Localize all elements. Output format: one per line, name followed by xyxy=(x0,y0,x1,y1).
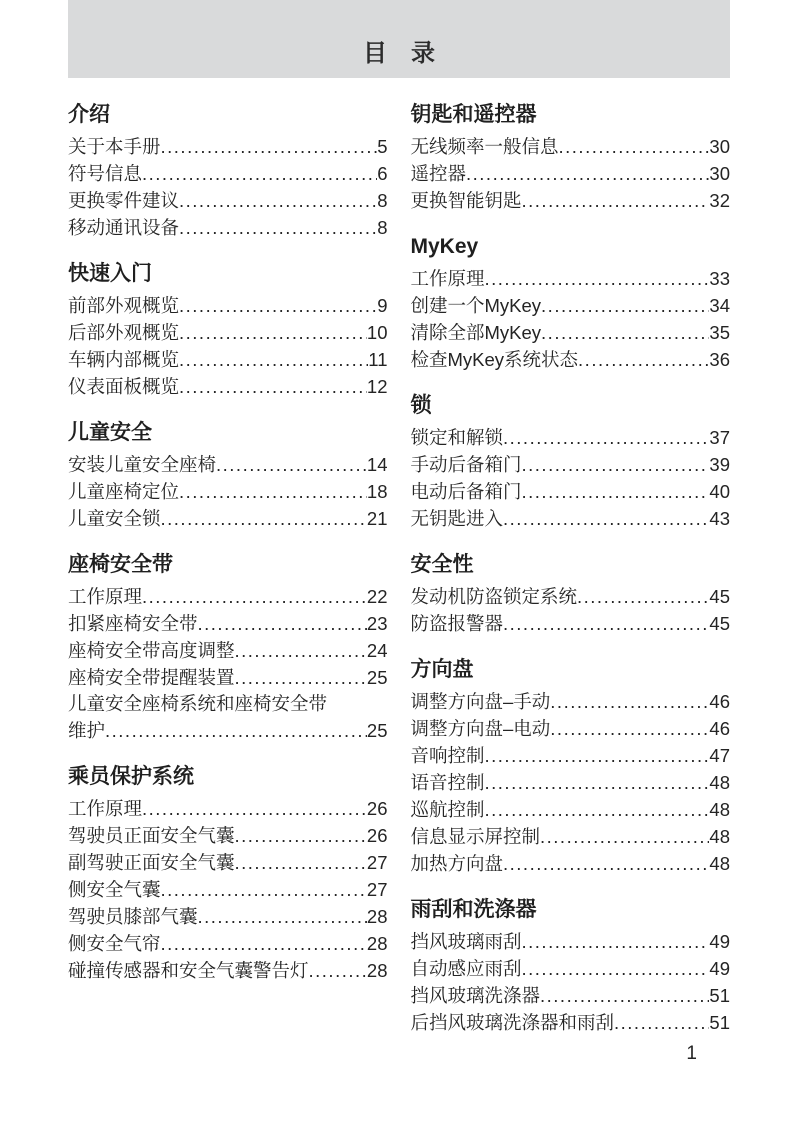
dot-leader xyxy=(235,664,367,691)
entry-page-number: 43 xyxy=(709,508,730,529)
toc-entry xyxy=(68,478,388,505)
toc-entry xyxy=(411,1009,731,1036)
entry-page-number: 28 xyxy=(366,933,388,954)
dot-leader xyxy=(522,478,710,505)
dot-leader xyxy=(179,319,367,346)
toc-entry xyxy=(411,583,731,610)
dot-leader xyxy=(578,346,709,373)
entry-page-number: 32 xyxy=(709,190,730,211)
dot-leader xyxy=(179,187,377,214)
toc-entry xyxy=(68,717,388,744)
entry-page-number: 51 xyxy=(709,985,730,1006)
entry-page-number: 49 xyxy=(709,958,730,979)
entry-title: 无线频率一般信息 xyxy=(410,136,559,157)
entry-page-number: 48 xyxy=(709,772,730,793)
entry-title: 工作原理 xyxy=(68,586,143,607)
dot-leader xyxy=(522,451,710,478)
entry-title: 创建一个MyKey xyxy=(410,295,542,316)
section-heading: 儿童安全 xyxy=(68,421,152,444)
dot-leader xyxy=(309,957,367,984)
dot-leader xyxy=(179,346,368,373)
dot-leader xyxy=(541,292,709,319)
entry-title: 手动后备箱门 xyxy=(410,454,522,475)
entry-page-number: 25 xyxy=(366,667,388,688)
toc-section xyxy=(68,763,388,984)
toc-entry xyxy=(411,133,731,160)
entry-title: 音响控制 xyxy=(410,745,485,766)
entry-title: 工作原理 xyxy=(68,798,143,819)
section-heading: 快速入门 xyxy=(68,262,152,285)
entry-page-number: 21 xyxy=(366,508,388,529)
entry-title: 检查MyKey系统状态 xyxy=(410,349,579,370)
dot-leader xyxy=(503,505,709,532)
toc-entry xyxy=(68,319,388,346)
entry-title: 座椅安全带提醒装置 xyxy=(68,667,235,688)
dot-leader xyxy=(235,637,367,664)
entry-title: 更换智能钥匙 xyxy=(410,190,522,211)
dot-leader xyxy=(522,955,710,982)
toc-column-left xyxy=(68,101,388,1055)
toc-entry-title-line: 儿童安全座椅系统和座椅安全带 xyxy=(68,693,328,714)
entry-title: 维护 xyxy=(68,720,106,741)
page-title: 目 录 xyxy=(363,40,435,67)
dot-leader xyxy=(179,292,377,319)
dot-leader xyxy=(235,849,367,876)
dot-leader xyxy=(503,850,709,877)
dot-leader xyxy=(503,424,709,451)
toc-entry xyxy=(411,292,731,319)
toc-entry xyxy=(411,265,731,292)
dot-leader xyxy=(614,1009,709,1036)
entry-title: 副驾驶正面安全气囊 xyxy=(68,852,235,873)
entry-page-number: 49 xyxy=(709,931,730,952)
entry-title: 儿童安全锁 xyxy=(68,508,161,529)
entry-title: 儿童座椅定位 xyxy=(68,481,180,502)
dot-leader xyxy=(550,688,709,715)
toc-entry xyxy=(411,742,731,769)
entry-title: 驾驶员膝部气囊 xyxy=(68,906,198,927)
toc-entry xyxy=(68,214,388,241)
section-heading: 钥匙和遥控器 xyxy=(410,103,537,126)
toc-entry xyxy=(411,715,731,742)
entry-title: 安装儿童安全座椅 xyxy=(68,454,217,475)
entry-title: 侧安全气帘 xyxy=(68,933,161,954)
dot-leader xyxy=(142,583,367,610)
toc-section xyxy=(411,392,731,532)
entry-title: 无钥匙进入 xyxy=(410,508,504,529)
page-number: 1 xyxy=(686,1043,697,1064)
toc-entry xyxy=(411,823,731,850)
entry-page-number: 26 xyxy=(366,825,388,846)
section-heading: MyKey xyxy=(410,235,479,258)
entry-title: 侧安全气囊 xyxy=(68,879,161,900)
toc-columns xyxy=(68,101,730,1055)
dot-leader xyxy=(179,214,377,241)
entry-page-number: 47 xyxy=(709,745,730,766)
section-heading: 安全性 xyxy=(410,553,474,576)
toc-section xyxy=(411,101,731,214)
entry-page-number: 10 xyxy=(366,322,388,343)
entry-page-number: 45 xyxy=(709,586,730,607)
entry-page-number: 28 xyxy=(366,960,388,981)
entry-page-number: 34 xyxy=(709,295,730,316)
entry-page-number: 45 xyxy=(709,613,730,634)
toc-entry xyxy=(411,796,731,823)
dot-leader xyxy=(485,769,710,796)
toc-entry xyxy=(68,795,388,822)
toc-header-bar xyxy=(68,0,730,78)
entry-page-number: 8 xyxy=(377,217,388,238)
entry-title: 符号信息 xyxy=(68,163,143,184)
dot-leader xyxy=(161,876,367,903)
section-heading: 座椅安全带 xyxy=(68,553,173,576)
section-heading: 雨刮和洗涤器 xyxy=(410,898,537,921)
toc-entry xyxy=(68,187,388,214)
entry-page-number: 27 xyxy=(366,852,388,873)
section-heading: 方向盘 xyxy=(410,658,474,681)
entry-page-number: 8 xyxy=(377,190,388,211)
entry-title: 遥控器 xyxy=(410,163,467,184)
dot-leader xyxy=(540,823,709,850)
entry-title: 挡风玻璃洗涤器 xyxy=(410,985,541,1006)
entry-title: 前部外观概览 xyxy=(68,295,180,316)
entry-page-number: 26 xyxy=(366,798,388,819)
dot-leader xyxy=(216,451,367,478)
dot-leader xyxy=(105,717,367,744)
dot-leader xyxy=(179,373,367,400)
toc-entry xyxy=(411,505,731,532)
entry-page-number: 40 xyxy=(709,481,730,502)
toc-entry xyxy=(411,187,731,214)
dot-leader xyxy=(466,160,709,187)
toc-entry xyxy=(68,957,388,984)
dot-leader xyxy=(142,160,377,187)
section-heading: 锁 xyxy=(410,394,432,417)
toc-section xyxy=(411,233,731,373)
section-heading: 介绍 xyxy=(68,103,110,126)
entry-page-number: 48 xyxy=(709,826,730,847)
toc-entry xyxy=(411,955,731,982)
entry-title: 加热方向盘 xyxy=(410,853,504,874)
dot-leader xyxy=(541,319,709,346)
dot-leader xyxy=(559,133,710,160)
toc-entry xyxy=(68,903,388,930)
entry-title: 关于本手册 xyxy=(68,136,161,157)
entry-page-number: 9 xyxy=(377,295,388,316)
entry-page-number: 37 xyxy=(709,427,730,448)
entry-title: 语音控制 xyxy=(410,772,485,793)
toc-entry xyxy=(68,610,388,637)
dot-leader xyxy=(198,903,367,930)
entry-page-number: 39 xyxy=(709,454,730,475)
entry-title: 移动通讯设备 xyxy=(68,217,180,238)
entry-page-number: 23 xyxy=(366,613,388,634)
toc-section xyxy=(68,419,388,532)
toc-entry xyxy=(411,688,731,715)
section-heading: 乘员保护系统 xyxy=(68,765,194,788)
toc-entry xyxy=(68,505,388,532)
entry-page-number: 18 xyxy=(366,481,388,502)
entry-page-number: 22 xyxy=(366,586,388,607)
toc-section xyxy=(68,551,388,744)
toc-entry xyxy=(68,930,388,957)
toc-entry xyxy=(68,451,388,478)
toc-entry xyxy=(411,850,731,877)
dot-leader xyxy=(485,796,710,823)
dot-leader xyxy=(485,742,710,769)
entry-title: 清除全部MyKey xyxy=(410,322,542,343)
toc-entry xyxy=(411,319,731,346)
entry-title: 挡风玻璃雨刮 xyxy=(410,931,522,952)
toc-section xyxy=(68,101,388,241)
entry-page-number: 48 xyxy=(709,799,730,820)
toc-entry xyxy=(411,346,731,373)
entry-page-number: 28 xyxy=(366,906,388,927)
entry-page-number: 6 xyxy=(377,163,388,184)
toc-entry xyxy=(411,160,731,187)
toc-entry xyxy=(411,769,731,796)
toc-entry xyxy=(68,637,388,664)
entry-title: 座椅安全带高度调整 xyxy=(68,640,235,661)
toc-section xyxy=(411,656,731,877)
entry-title: 更换零件建议 xyxy=(68,190,180,211)
dot-leader xyxy=(550,715,709,742)
entry-page-number: 33 xyxy=(709,268,730,289)
toc-entry xyxy=(68,822,388,849)
toc-entry xyxy=(411,610,731,637)
dot-leader xyxy=(179,478,367,505)
entry-title: 自动感应雨刮 xyxy=(410,958,522,979)
toc-entry xyxy=(68,373,388,400)
entry-page-number: 25 xyxy=(366,720,388,741)
dot-leader xyxy=(161,133,378,160)
toc-entry xyxy=(68,133,388,160)
entry-title: 电动后备箱门 xyxy=(410,481,522,502)
toc-entry xyxy=(68,664,388,691)
entry-title: 碰撞传感器和安全气囊警告灯 xyxy=(68,960,309,981)
entry-title: 发动机防盗锁定系统 xyxy=(410,586,578,607)
dot-leader xyxy=(142,795,367,822)
entry-title: 调整方向盘–手动 xyxy=(410,691,551,712)
dot-leader xyxy=(485,265,710,292)
toc-entry xyxy=(68,292,388,319)
entry-title: 后挡风玻璃洗涤器和雨刮 xyxy=(410,1012,615,1033)
entry-title: 车辆内部概览 xyxy=(68,349,180,370)
toc-entry xyxy=(411,478,731,505)
dot-leader xyxy=(577,583,709,610)
entry-title: 工作原理 xyxy=(410,268,485,289)
toc-entry xyxy=(68,346,388,373)
entry-title: 锁定和解锁 xyxy=(410,427,504,448)
entry-page-number: 48 xyxy=(709,853,730,874)
toc-entry xyxy=(68,849,388,876)
entry-page-number: 51 xyxy=(709,1012,730,1033)
toc-section xyxy=(68,260,388,400)
entry-title: 仪表面板概览 xyxy=(68,376,180,397)
entry-page-number: 35 xyxy=(709,322,730,343)
dot-leader xyxy=(235,822,367,849)
toc-entry xyxy=(68,876,388,903)
entry-page-number: 24 xyxy=(366,640,388,661)
entry-title: 后部外观概览 xyxy=(68,322,180,343)
toc-entry xyxy=(411,424,731,451)
dot-leader xyxy=(540,982,709,1009)
entry-page-number: 36 xyxy=(709,349,730,370)
dot-leader xyxy=(503,610,709,637)
entry-page-number: 30 xyxy=(709,163,730,184)
toc-entry xyxy=(411,982,731,1009)
entry-page-number: 14 xyxy=(366,454,388,475)
entry-page-number: 30 xyxy=(709,136,730,157)
entry-page-number: 5 xyxy=(377,136,388,157)
toc-entry xyxy=(68,583,388,610)
toc-column-right xyxy=(411,101,731,1055)
entry-page-number: 12 xyxy=(366,376,388,397)
toc-entry xyxy=(411,451,731,478)
dot-leader xyxy=(161,505,367,532)
entry-title: 防盗报警器 xyxy=(410,613,504,634)
entry-title: 信息显示屏控制 xyxy=(410,826,541,847)
entry-page-number: 11 xyxy=(368,349,388,370)
dot-leader xyxy=(161,930,367,957)
toc-entry xyxy=(68,160,388,187)
entry-title: 调整方向盘–电动 xyxy=(410,718,551,739)
dot-leader xyxy=(198,610,367,637)
dot-leader xyxy=(522,928,710,955)
entry-page-number: 46 xyxy=(709,718,730,739)
entry-page-number: 46 xyxy=(709,691,730,712)
entry-title: 扣紧座椅安全带 xyxy=(68,613,198,634)
toc-section xyxy=(411,551,731,637)
entry-title: 驾驶员正面安全气囊 xyxy=(68,825,235,846)
dot-leader xyxy=(522,187,710,214)
entry-page-number: 27 xyxy=(366,879,388,900)
toc-entry xyxy=(411,928,731,955)
entry-title: 巡航控制 xyxy=(410,799,485,820)
toc-section xyxy=(411,896,731,1036)
